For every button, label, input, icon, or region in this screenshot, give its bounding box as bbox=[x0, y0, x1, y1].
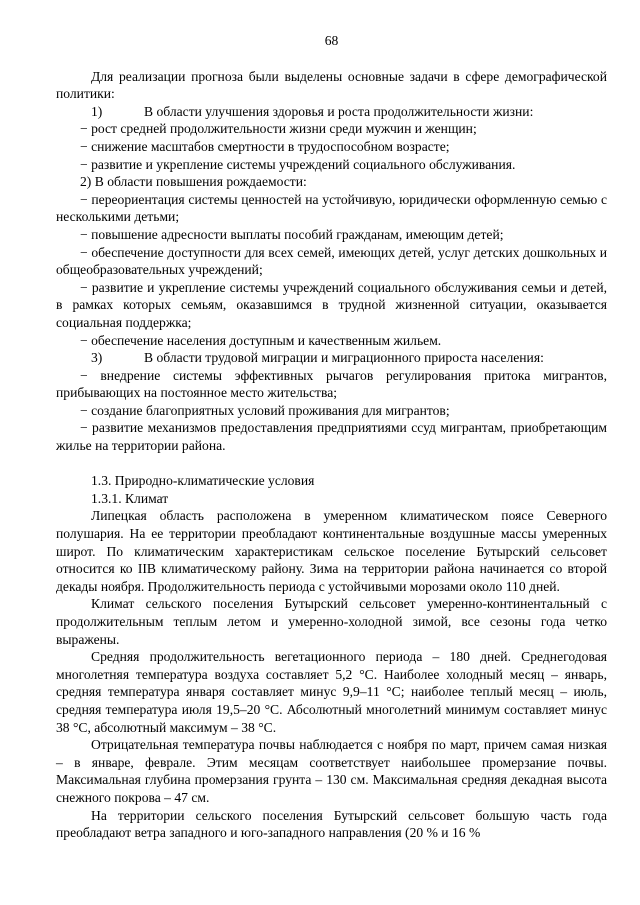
bullet-item: − внедрение системы эффективных рычагов регулирования притока мигрантов, прибывающих на постоянное место жительства; bbox=[56, 367, 607, 401]
bullet-item: − рост средней продолжительности жизни среди мужчин и женщин; bbox=[80, 121, 477, 137]
list-item-2: 2) В области повышения рождаемости: bbox=[80, 174, 307, 190]
bullet-item: − обеспечение населения доступным и качественным жильем. bbox=[80, 332, 442, 348]
spacer bbox=[56, 455, 607, 473]
climate-paragraph: Отрицательная температура почвы наблюдается с ноября по март, причем самая низкая – в январе, феврале. Этим месяцам соответствует наибольшее промерзание почвы. Максимальная глубина промерзания грунта – 130 см. Максимальная средняя декадная высота снежного покрова – 47 см. bbox=[56, 737, 607, 805]
bullet-item: − повышение адресности выплаты пособий гражданам, имеющим детей; bbox=[80, 226, 504, 242]
intro-paragraph: Для реализации прогноза были выделены основные задачи в сфере демографической политики: bbox=[56, 68, 607, 102]
list-item-text: В области трудовой миграции и миграционного прироста населения: bbox=[144, 350, 544, 366]
list-item-text: В области улучшения здоровья и роста продолжительности жизни: bbox=[144, 103, 534, 119]
list-item-1 bbox=[56, 103, 607, 121]
list-item-3 bbox=[56, 349, 607, 367]
climate-paragraph: Средняя продолжительность вегетационного периода – 180 дней. Среднегодовая многолетняя температура воздуха составляет 5,2 °С. Наиболее холодный месяц – январь, средняя температура января составляет минус 9,9–11 °С; наиболее теплый месяц – июль, средняя температура июля 19,5–20 °С. Абсолютный многолетний минимум составляет минус 38 °С, абсолютный максимум – 38 °С. bbox=[56, 649, 607, 735]
bullet-item: − создание благоприятных условий проживания для мигрантов; bbox=[80, 402, 450, 418]
section-title: 1.3. Природно-климатические условия bbox=[91, 473, 315, 489]
climate-paragraph: Климат сельского поселения Бутырский сельсовет умеренно-континентальный с продолжительным теплым летом и умеренно-холодной зимой, все сезоны года четко выражены. bbox=[56, 596, 607, 647]
bullet-item: − обеспечение доступности для всех семей, имеющих детей, услуг детских дошкольных и общеобразовательных учреждений; bbox=[56, 244, 607, 278]
bullet-item: − развитие и укрепление системы учреждений социального обслуживания. bbox=[80, 156, 516, 172]
climate-paragraph: Липецкая область расположена в умеренном климатическом поясе Северного полушария. На ее территории преобладают континентальные воздушные массы умеренных широт. По климатическим характеристикам сельское поселение Бутырский сельсовет относится ко IIВ климатическому району. Зима на территории района начинается со второй декады ноября. Продолжительность периода с устойчивыми морозами около 110 дней. bbox=[56, 508, 607, 594]
list-number: 3) bbox=[91, 350, 103, 366]
subsection-title: 1.3.1. Климат bbox=[91, 490, 169, 506]
bullet-item: − снижение масштабов смертности в трудоспособном возрасте; bbox=[80, 138, 450, 154]
bullet-item: − развитие механизмов предоставления предприятиями ссуд мигрантам, приобретающим жилье на территории района. bbox=[56, 420, 607, 454]
list-number: 1) bbox=[91, 103, 103, 119]
bullet-item: − развитие и укрепление системы учреждений социального обслуживания семьи и детей, в рамках которых семьям, оказавшимся в трудной жизненной ситуации, оказывается социальная поддержка; bbox=[56, 279, 607, 330]
page-number: 68 bbox=[324, 33, 339, 48]
climate-paragraph: На территории сельского поселения Бутырский сельсовет большую часть года преобладают ветра западного и юго-западного направления (20 % и 16 % bbox=[56, 807, 607, 841]
bullet-item: − переориентация системы ценностей на устойчивую, юридически оформленную семью с несколькими детьми; bbox=[56, 191, 607, 225]
